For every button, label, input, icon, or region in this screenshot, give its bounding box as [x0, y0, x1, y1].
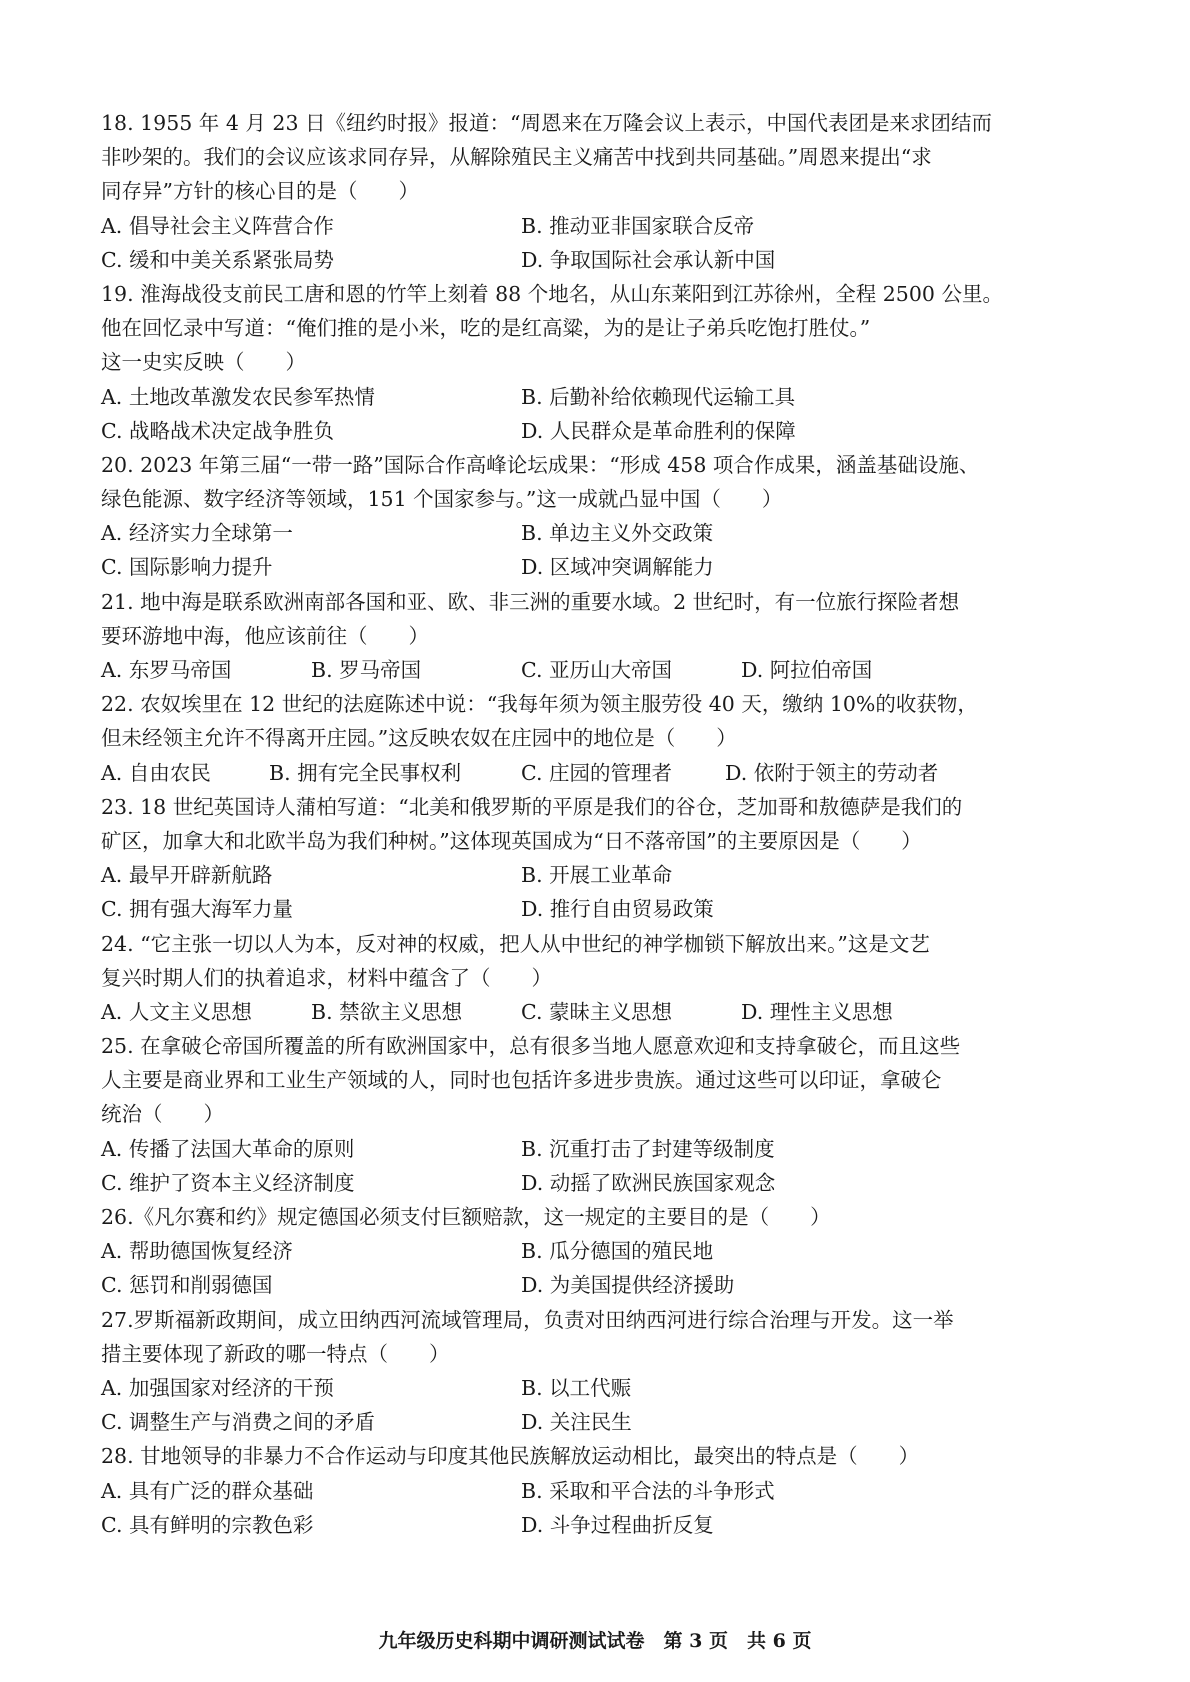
- question-stem-line: 要环游地中海，他应该前往（ ）: [101, 623, 429, 648]
- option-c: C. 蒙昧主义思想: [521, 999, 672, 1024]
- option-c: C. 维护了资本主义经济制度: [101, 1170, 355, 1195]
- option-c: C. 庄园的管理者: [521, 760, 672, 785]
- question-27: [101, 1303, 1111, 1440]
- question-stem-line: 21. 地中海是联系欧洲南部各国和亚、欧、非三洲的重要水域。2 世纪时，有一位旅行探险者想: [101, 589, 960, 614]
- option-d: D. 关注民生: [521, 1410, 632, 1435]
- question-stem-line: 复兴时期人们的执着追求，材料中蕴含了（ ）: [101, 965, 552, 990]
- question-25: [101, 1029, 1111, 1200]
- question-stem-line: 但未经领主允许不得离开庄园。”这反映农奴在庄园中的地位是（ ）: [101, 726, 737, 751]
- option-d: D. 区域冲突调解能力: [521, 555, 714, 580]
- option-row: [101, 1132, 1111, 1166]
- question-stem-line: 矿区，加拿大和北欧半岛为我们种树。”这体现英国成为“日不落帝国”的主要原因是（ ）: [101, 828, 922, 853]
- question-stem-line: 措主要体现了新政的哪一特点（ ）: [101, 1341, 450, 1366]
- option-c: C. 拥有强大海军力量: [101, 897, 293, 922]
- question-stem-line: 绿色能源、数字经济等领域，151 个国家参与。”这一成就凸显中国（ ）: [101, 487, 783, 512]
- option-c: C. 调整生产与消费之间的矛盾: [101, 1410, 375, 1435]
- question-stem-line: 24. “它主张一切以人为本，反对神的权威，把人从中世纪的神学枷锁下解放出来。”这是文艺: [101, 931, 930, 956]
- option-d: D. 斗争过程曲折反复: [521, 1512, 714, 1537]
- option-a: A. 经济实力全球第一: [101, 521, 293, 546]
- question-stem-line: 26.《凡尔赛和约》规定德国必须支付巨额赔款，这一规定的主要目的是（ ）: [101, 1205, 831, 1229]
- option-b: B. 瓜分德国的殖民地: [521, 1239, 714, 1264]
- option-c: C. 惩罚和削弱德国: [101, 1273, 273, 1298]
- option-row: [101, 380, 1111, 414]
- option-b: B. 禁欲主义思想: [311, 999, 463, 1024]
- question-stem-line: 20. 2023 年第三届“一带一路”国际合作高峰论坛成果：“形成 458 项合作成果，涵盖基础设施、: [101, 452, 980, 477]
- option-c: C. 亚历山大帝国: [521, 658, 672, 682]
- option-b: B. 罗马帝国: [311, 658, 422, 682]
- option-b: B. 推动亚非国家联合反帝: [521, 213, 755, 238]
- option-b: B. 拥有完全民事权利: [269, 760, 462, 785]
- option-a: A. 倡导社会主义阵营合作: [101, 213, 334, 238]
- option-d: D. 阿拉伯帝国: [741, 658, 873, 682]
- option-row: [101, 995, 1111, 1029]
- question-stem-line: 同存异”方针的核心目的是（ ）: [101, 179, 419, 204]
- option-c: C. 国际影响力提升: [101, 555, 273, 580]
- option-row: [101, 1405, 1111, 1439]
- option-d: D. 人民群众是革命胜利的保障: [521, 418, 796, 443]
- question-stem-line: 22. 农奴埃里在 12 世纪的法庭陈述中说：“我每年须为领主服劳役 40 天，缴纳 10%的收获物，: [101, 692, 978, 717]
- question-stem-line: 28. 甘地领导的非暴力不合作运动与印度其他民族解放运动相比，最突出的特点是（ ）: [101, 1444, 920, 1469]
- option-a: A. 帮助德国恢复经济: [101, 1239, 293, 1264]
- option-d: D. 推行自由贸易政策: [521, 897, 714, 922]
- option-d: D. 动摇了欧洲民族国家观念: [521, 1170, 776, 1195]
- question-stem-line: 27.罗斯福新政期间，成立田纳西河流域管理局，负责对田纳西河进行综合治理与开发。这一举: [101, 1307, 954, 1332]
- question-18: [101, 106, 1111, 277]
- option-row: [101, 550, 1111, 584]
- question-19: [101, 277, 1111, 448]
- option-row: [101, 1166, 1111, 1200]
- option-a: A. 具有广泛的群众基础: [101, 1478, 314, 1503]
- option-c: C. 具有鲜明的宗教色彩: [101, 1512, 314, 1537]
- question-stem-line: 这一史实反映（ ）: [101, 350, 306, 375]
- question-23: [101, 790, 1111, 927]
- option-row: [101, 209, 1111, 243]
- option-d: D. 为美国提供经济援助: [521, 1273, 735, 1298]
- question-26: [101, 1200, 1111, 1303]
- option-d: D. 理性主义思想: [741, 999, 893, 1024]
- question-stem-line: 非吵架的。我们的会议应该求同存异，从解除殖民主义痛苦中找到共同基础。”周恩来提出“求: [101, 145, 932, 170]
- option-b: B. 开展工业革命: [521, 863, 673, 888]
- option-row: [101, 1508, 1111, 1542]
- option-b: B. 以工代赈: [521, 1375, 632, 1400]
- option-c: C. 缓和中美关系紧张局势: [101, 247, 334, 272]
- question-22: [101, 687, 1111, 790]
- question-28: [101, 1439, 1111, 1542]
- option-b: B. 沉重打击了封建等级制度: [521, 1136, 775, 1161]
- question-24: [101, 927, 1111, 1030]
- option-row: [101, 1234, 1111, 1268]
- option-row: [101, 243, 1111, 277]
- option-row: [101, 756, 1111, 790]
- option-row: [101, 1474, 1111, 1508]
- question-stem-line: 人主要是商业界和工业生产领域的人，同时也包括许多进步贵族。通过这些可以印证，拿破仑: [101, 1068, 942, 1093]
- question-stem-line: 25. 在拿破仑帝国所覆盖的所有欧洲国家中，总有很多当地人愿意欢迎和支持拿破仑，而且这些: [101, 1034, 961, 1059]
- option-a: A. 东罗马帝国: [101, 658, 232, 682]
- question-stem-line: 19. 淮海战役支前民工唐和恩的竹竿上刻着 88 个地名，从山东莱阳到江苏徐州，全程 2500 公里。: [101, 281, 1003, 306]
- option-row: [101, 1268, 1111, 1302]
- option-row: [101, 414, 1111, 448]
- option-a: A. 最早开辟新航路: [101, 863, 273, 888]
- option-b: B. 单边主义外交政策: [521, 521, 714, 546]
- question-21: [101, 585, 1111, 688]
- option-d: D. 依附于领主的劳动者: [725, 760, 939, 785]
- question-list: [101, 106, 1111, 1542]
- page-footer: 九年级历史科期中调研测试试卷 第 3 页 共 6 页: [378, 1630, 812, 1652]
- question-stem-line: 18. 1955 年 4 月 23 日《纽约时报》报道：“周恩来在万隆会议上表示，中国代表团是来求团结而: [101, 111, 992, 135]
- option-a: A. 加强国家对经济的干预: [101, 1375, 334, 1400]
- option-row: [101, 858, 1111, 892]
- option-row: [101, 1371, 1111, 1405]
- option-a: A. 土地改革激发农民参军热情: [101, 384, 375, 409]
- option-row: [101, 516, 1111, 550]
- option-b: B. 后勤补给依赖现代运输工具: [521, 384, 796, 409]
- option-a: A. 传播了法国大革命的原则: [101, 1136, 355, 1161]
- question-20: [101, 448, 1111, 585]
- question-stem-line: 他在回忆录中写道：“俺们推的是小米，吃的是红高粱，为的是让子弟兵吃饱打胜仗。”: [101, 316, 871, 341]
- option-b: B. 采取和平合法的斗争形式: [521, 1478, 775, 1503]
- option-a: A. 人文主义思想: [101, 999, 252, 1024]
- option-a: A. 自由农民: [101, 760, 211, 785]
- question-stem-line: 23. 18 世纪英国诗人蒲柏写道：“北美和俄罗斯的平原是我们的谷仓，芝加哥和敖德萨是我们的: [101, 794, 963, 819]
- option-d: D. 争取国际社会承认新中国: [521, 247, 776, 272]
- option-row: [101, 653, 1111, 687]
- option-c: C. 战略战术决定战争胜负: [101, 418, 334, 443]
- option-row: [101, 892, 1111, 926]
- question-stem-line: 统治（ ）: [101, 1102, 224, 1127]
